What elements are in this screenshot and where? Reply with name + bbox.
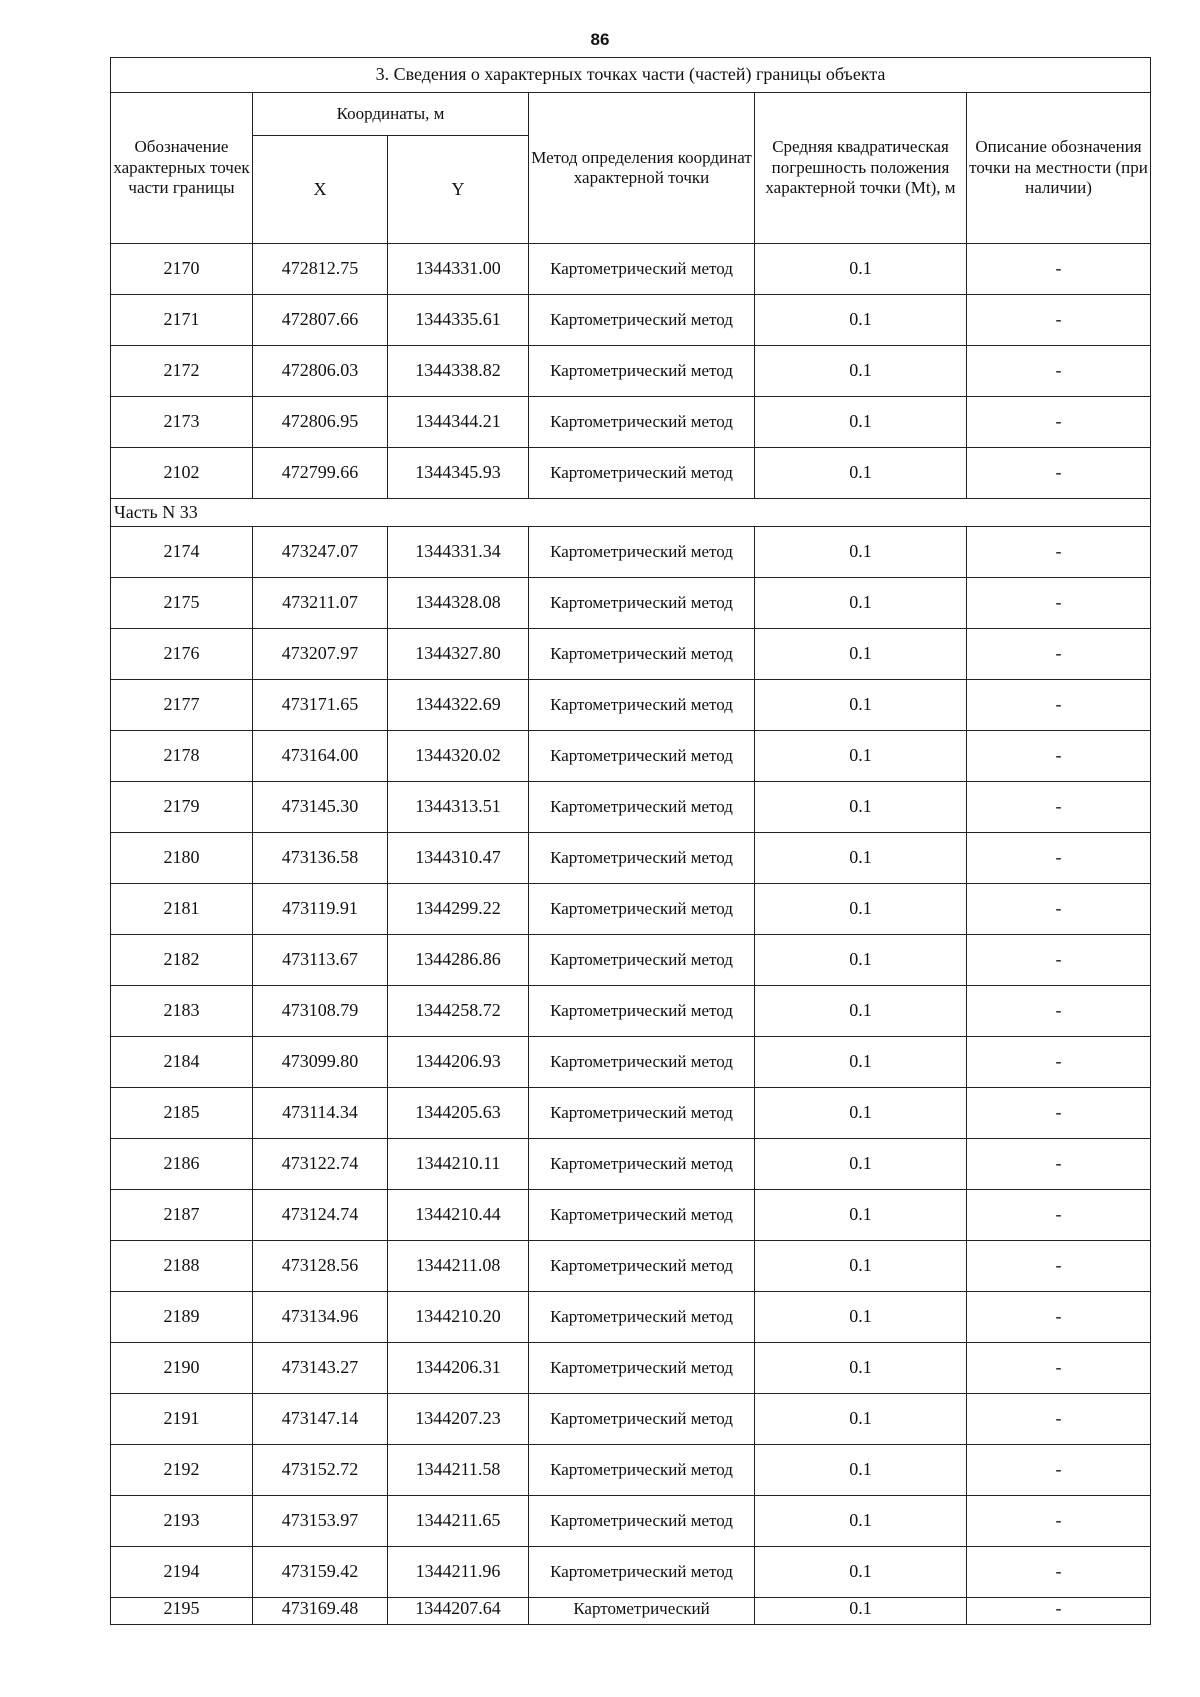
table-row [111,986,1151,1037]
x-coordinate-cell: 473108.79 [253,986,388,1037]
point-id-cell: 2186 [111,1139,253,1190]
x-coordinate-cell: 472807.66 [253,295,388,346]
x-coordinate-cell: 473124.74 [253,1190,388,1241]
accuracy-cell: 0.1 [755,295,967,346]
page-number: 86 [590,30,610,49]
method-cell: Картометрический метод [529,782,755,833]
accuracy-cell: 0.1 [755,448,967,499]
table-row [111,578,1151,629]
description-cell: - [967,295,1151,346]
accuracy-cell: 0.1 [755,1343,967,1394]
method-cell: Картометрический метод [529,1190,755,1241]
description-cell: - [967,1598,1151,1625]
part-group [111,499,1151,527]
point-id-cell: 2193 [111,1496,253,1547]
description-cell: - [967,680,1151,731]
table-row [111,1343,1151,1394]
x-coordinate-cell: 472806.95 [253,397,388,448]
accuracy-cell: 0.1 [755,1445,967,1496]
accuracy-cell: 0.1 [755,578,967,629]
y-coordinate-cell: 1344338.82 [388,346,529,397]
description-cell: - [967,935,1151,986]
table-row [111,629,1151,680]
point-id-cell: 2187 [111,1190,253,1241]
x-coordinate-cell: 473207.97 [253,629,388,680]
method-cell: Картометрический метод [529,1343,755,1394]
description-cell: - [967,1445,1151,1496]
method-cell: Картометрический метод [529,346,755,397]
method-cell: Картометрический метод [529,680,755,731]
point-id-cell: 2180 [111,833,253,884]
y-coordinate-cell: 1344344.21 [388,397,529,448]
description-cell: - [967,527,1151,578]
table-row [111,1241,1151,1292]
y-coordinate-cell: 1344210.44 [388,1190,529,1241]
table-row [111,731,1151,782]
description-cell: - [967,629,1151,680]
y-coordinate-cell: 1344205.63 [388,1088,529,1139]
method-cell: Картометрический метод [529,986,755,1037]
method-cell: Картометрический метод [529,1139,755,1190]
description-cell: - [967,397,1151,448]
description-cell: - [967,1394,1151,1445]
accuracy-cell: 0.1 [755,1292,967,1343]
accuracy-cell: 0.1 [755,935,967,986]
accuracy-cell: 0.1 [755,1496,967,1547]
y-coordinate-cell: 1344211.96 [388,1547,529,1598]
description-cell: - [967,1037,1151,1088]
header-coordinates: Координаты, м [253,93,529,136]
accuracy-cell: 0.1 [755,1241,967,1292]
description-cell: - [967,346,1151,397]
x-coordinate-cell: 473164.00 [253,731,388,782]
description-cell: - [967,578,1151,629]
method-cell: Картометрический метод [529,884,755,935]
point-id-cell: 2195 [111,1598,253,1625]
description-cell: - [967,448,1151,499]
point-id-cell: 2190 [111,1343,253,1394]
x-coordinate-cell: 473145.30 [253,782,388,833]
method-cell: Картометрический [529,1598,755,1625]
method-cell: Картометрический метод [529,1241,755,1292]
point-id-cell: 2183 [111,986,253,1037]
description-cell: - [967,1190,1151,1241]
table-header [111,58,1151,244]
description-cell: - [967,782,1151,833]
table-row [111,833,1151,884]
x-coordinate-cell: 473113.67 [253,935,388,986]
part-row [111,499,1151,527]
y-coordinate-cell: 1344320.02 [388,731,529,782]
accuracy-cell: 0.1 [755,731,967,782]
accuracy-cell: 0.1 [755,397,967,448]
y-coordinate-cell: 1344327.80 [388,629,529,680]
table-row [111,1445,1151,1496]
method-cell: Картометрический метод [529,1088,755,1139]
y-coordinate-cell: 1344258.72 [388,986,529,1037]
part-label: Часть N 33 [111,499,1151,527]
y-coordinate-cell: 1344210.11 [388,1139,529,1190]
description-cell: - [967,1496,1151,1547]
header-designation: Обозначение характерных точек части границы [111,93,253,244]
y-coordinate-cell: 1344322.69 [388,680,529,731]
table-row [111,448,1151,499]
x-coordinate-cell: 473114.34 [253,1088,388,1139]
point-id-cell: 2171 [111,295,253,346]
accuracy-cell: 0.1 [755,244,967,295]
table-row [111,244,1151,295]
accuracy-cell: 0.1 [755,1190,967,1241]
accuracy-cell: 0.1 [755,1088,967,1139]
description-cell: - [967,731,1151,782]
x-coordinate-cell: 473128.56 [253,1241,388,1292]
y-coordinate-cell: 1344207.64 [388,1598,529,1625]
point-id-cell: 2184 [111,1037,253,1088]
description-cell: - [967,1343,1151,1394]
table-row [111,782,1151,833]
method-cell: Картометрический метод [529,1292,755,1343]
table-row [111,1598,1151,1625]
point-id-cell: 2174 [111,527,253,578]
x-coordinate-cell: 473134.96 [253,1292,388,1343]
table-row [111,397,1151,448]
y-coordinate-cell: 1344310.47 [388,833,529,884]
description-cell: - [967,1088,1151,1139]
y-coordinate-cell: 1344331.34 [388,527,529,578]
header-method: Метод определения координат характерной точки [529,93,755,244]
method-cell: Картометрический метод [529,1445,755,1496]
accuracy-cell: 0.1 [755,527,967,578]
description-cell: - [967,986,1151,1037]
x-coordinate-cell: 473099.80 [253,1037,388,1088]
accuracy-cell: 0.1 [755,833,967,884]
x-coordinate-cell: 473147.14 [253,1394,388,1445]
method-cell: Картометрический метод [529,578,755,629]
table-row [111,1496,1151,1547]
method-cell: Картометрический метод [529,731,755,782]
point-id-cell: 2179 [111,782,253,833]
x-coordinate-cell: 472799.66 [253,448,388,499]
point-id-cell: 2170 [111,244,253,295]
y-coordinate-cell: 1344331.00 [388,244,529,295]
table-row [111,1547,1151,1598]
method-cell: Картометрический метод [529,1496,755,1547]
y-coordinate-cell: 1344210.20 [388,1292,529,1343]
table-row [111,346,1151,397]
description-cell: - [967,244,1151,295]
table-row [111,884,1151,935]
y-coordinate-cell: 1344211.58 [388,1445,529,1496]
accuracy-cell: 0.1 [755,680,967,731]
point-id-cell: 2191 [111,1394,253,1445]
method-cell: Картометрический метод [529,1394,755,1445]
accuracy-cell: 0.1 [755,1037,967,1088]
x-coordinate-cell: 473247.07 [253,527,388,578]
description-cell: - [967,1241,1151,1292]
accuracy-cell: 0.1 [755,1394,967,1445]
method-cell: Картометрический метод [529,527,755,578]
x-coordinate-cell: 473159.42 [253,1547,388,1598]
y-coordinate-cell: 1344328.08 [388,578,529,629]
point-id-cell: 2176 [111,629,253,680]
x-coordinate-cell: 473153.97 [253,1496,388,1547]
accuracy-cell: 0.1 [755,884,967,935]
description-cell: - [967,1547,1151,1598]
y-coordinate-cell: 1344299.22 [388,884,529,935]
method-cell: Картометрический метод [529,397,755,448]
boundary-points-table [110,57,1151,1625]
x-coordinate-cell: 472812.75 [253,244,388,295]
point-id-cell: 2192 [111,1445,253,1496]
x-coordinate-cell: 473136.58 [253,833,388,884]
description-cell: - [967,1292,1151,1343]
accuracy-cell: 0.1 [755,629,967,680]
y-coordinate-cell: 1344211.08 [388,1241,529,1292]
x-coordinate-cell: 473122.74 [253,1139,388,1190]
accuracy-cell: 0.1 [755,346,967,397]
y-coordinate-cell: 1344206.31 [388,1343,529,1394]
header-x: X [253,136,388,244]
point-id-cell: 2172 [111,346,253,397]
y-coordinate-cell: 1344313.51 [388,782,529,833]
point-id-cell: 2173 [111,397,253,448]
table-row [111,1190,1151,1241]
table-row [111,527,1151,578]
point-id-cell: 2181 [111,884,253,935]
accuracy-cell: 0.1 [755,986,967,1037]
header-y: Y [388,136,529,244]
table-row [111,295,1151,346]
table-row [111,1037,1151,1088]
x-coordinate-cell: 473211.07 [253,578,388,629]
table-title: 3. Сведения о характерных точках части (частей) границы объекта [111,58,1151,93]
accuracy-cell: 0.1 [755,782,967,833]
description-cell: - [967,1139,1151,1190]
table-row [111,1292,1151,1343]
y-coordinate-cell: 1344207.23 [388,1394,529,1445]
x-coordinate-cell: 472806.03 [253,346,388,397]
header-accuracy: Средняя квадратическая погрешность положения характерной точки (Mt), м [755,93,967,244]
method-cell: Картометрический метод [529,629,755,680]
y-coordinate-cell: 1344345.93 [388,448,529,499]
method-cell: Картометрический метод [529,244,755,295]
method-cell: Картометрический метод [529,935,755,986]
y-coordinate-cell: 1344211.65 [388,1496,529,1547]
x-coordinate-cell: 473169.48 [253,1598,388,1625]
point-id-cell: 2102 [111,448,253,499]
point-id-cell: 2194 [111,1547,253,1598]
point-id-cell: 2177 [111,680,253,731]
method-cell: Картометрический метод [529,1547,755,1598]
method-cell: Картометрический метод [529,448,755,499]
table-row [111,1394,1151,1445]
point-id-cell: 2189 [111,1292,253,1343]
x-coordinate-cell: 473143.27 [253,1343,388,1394]
y-coordinate-cell: 1344286.86 [388,935,529,986]
table-row [111,680,1151,731]
point-id-cell: 2188 [111,1241,253,1292]
y-coordinate-cell: 1344335.61 [388,295,529,346]
point-id-cell: 2175 [111,578,253,629]
x-coordinate-cell: 473152.72 [253,1445,388,1496]
x-coordinate-cell: 473119.91 [253,884,388,935]
point-id-cell: 2178 [111,731,253,782]
point-id-cell: 2185 [111,1088,253,1139]
table-row [111,1088,1151,1139]
header-description: Описание обозначения точки на местности (при наличии) [967,93,1151,244]
accuracy-cell: 0.1 [755,1139,967,1190]
description-cell: - [967,833,1151,884]
accuracy-cell: 0.1 [755,1598,967,1625]
x-coordinate-cell: 473171.65 [253,680,388,731]
table-row [111,935,1151,986]
accuracy-cell: 0.1 [755,1547,967,1598]
rows-before-group [111,244,1151,499]
method-cell: Картометрический метод [529,295,755,346]
point-id-cell: 2182 [111,935,253,986]
rows-after-group [111,527,1151,1625]
method-cell: Картометрический метод [529,1037,755,1088]
description-cell: - [967,884,1151,935]
method-cell: Картометрический метод [529,833,755,884]
table-row [111,1139,1151,1190]
y-coordinate-cell: 1344206.93 [388,1037,529,1088]
